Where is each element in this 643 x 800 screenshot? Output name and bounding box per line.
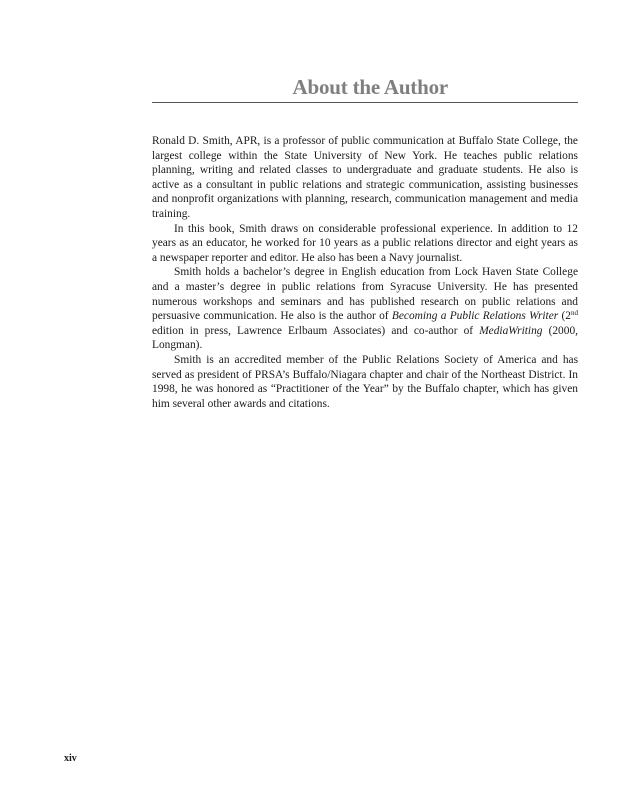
bio-paragraph-3-part-b: (2 (558, 310, 571, 323)
bio-paragraph-1: Ronald D. Smith, APR, is a professor of public communication at Buffalo State College, the largest college within the State University of New York. He teaches public relations planning, writing and related classes to undergraduate and graduate students. He also is active as a consultant in public relations and strategic communication, assisting businesses and nonprofit organizations with planning, research, communication management and media training. (152, 135, 578, 220)
bio-paragraph-3-part-c: edition in press, Lawrence Erlbaum Associates) and co-author of (152, 324, 480, 337)
author-bio (152, 134, 578, 411)
bio-paragraph-4: Smith is an accredited member of the Public Relations Society of America and has served as president of PRSA’s Buffalo/Niagara chapter and chair of the Northeast District. In 1998, he was honored as “Practitioner of the Year” by the Buffalo chapter, which has given him several other awards and citations. (152, 353, 578, 410)
bio-paragraph-3-part-d: (2000, Longman). (152, 324, 578, 352)
bio-paragraph-3 (152, 265, 578, 353)
book-title-mediawriting: MediaWriting (479, 324, 543, 337)
heading-rule (152, 102, 578, 103)
page-number: xiv (64, 753, 77, 764)
bio-paragraph-3-part-a: Smith holds a bachelor’s degree in English education from Lock Haven State College and a master’s degree in public relations from Syracuse University. He has presented numerous workshops and seminars and has published research on public relations and persuasive communication. He also is the author of (152, 266, 578, 323)
section-heading: About the Author (292, 75, 448, 99)
bio-paragraph-2: In this book, Smith draws on considerable professional experience. In addition to 12 years as an educator, he worked for 10 years as a public relations director and eight years as a newspaper reporter and editor. He also has been a Navy journalist. (152, 222, 578, 264)
edition-superscript: nd (571, 309, 578, 318)
book-title-becoming-a-pr-writer: Becoming a Public Relations Writer (391, 310, 559, 323)
